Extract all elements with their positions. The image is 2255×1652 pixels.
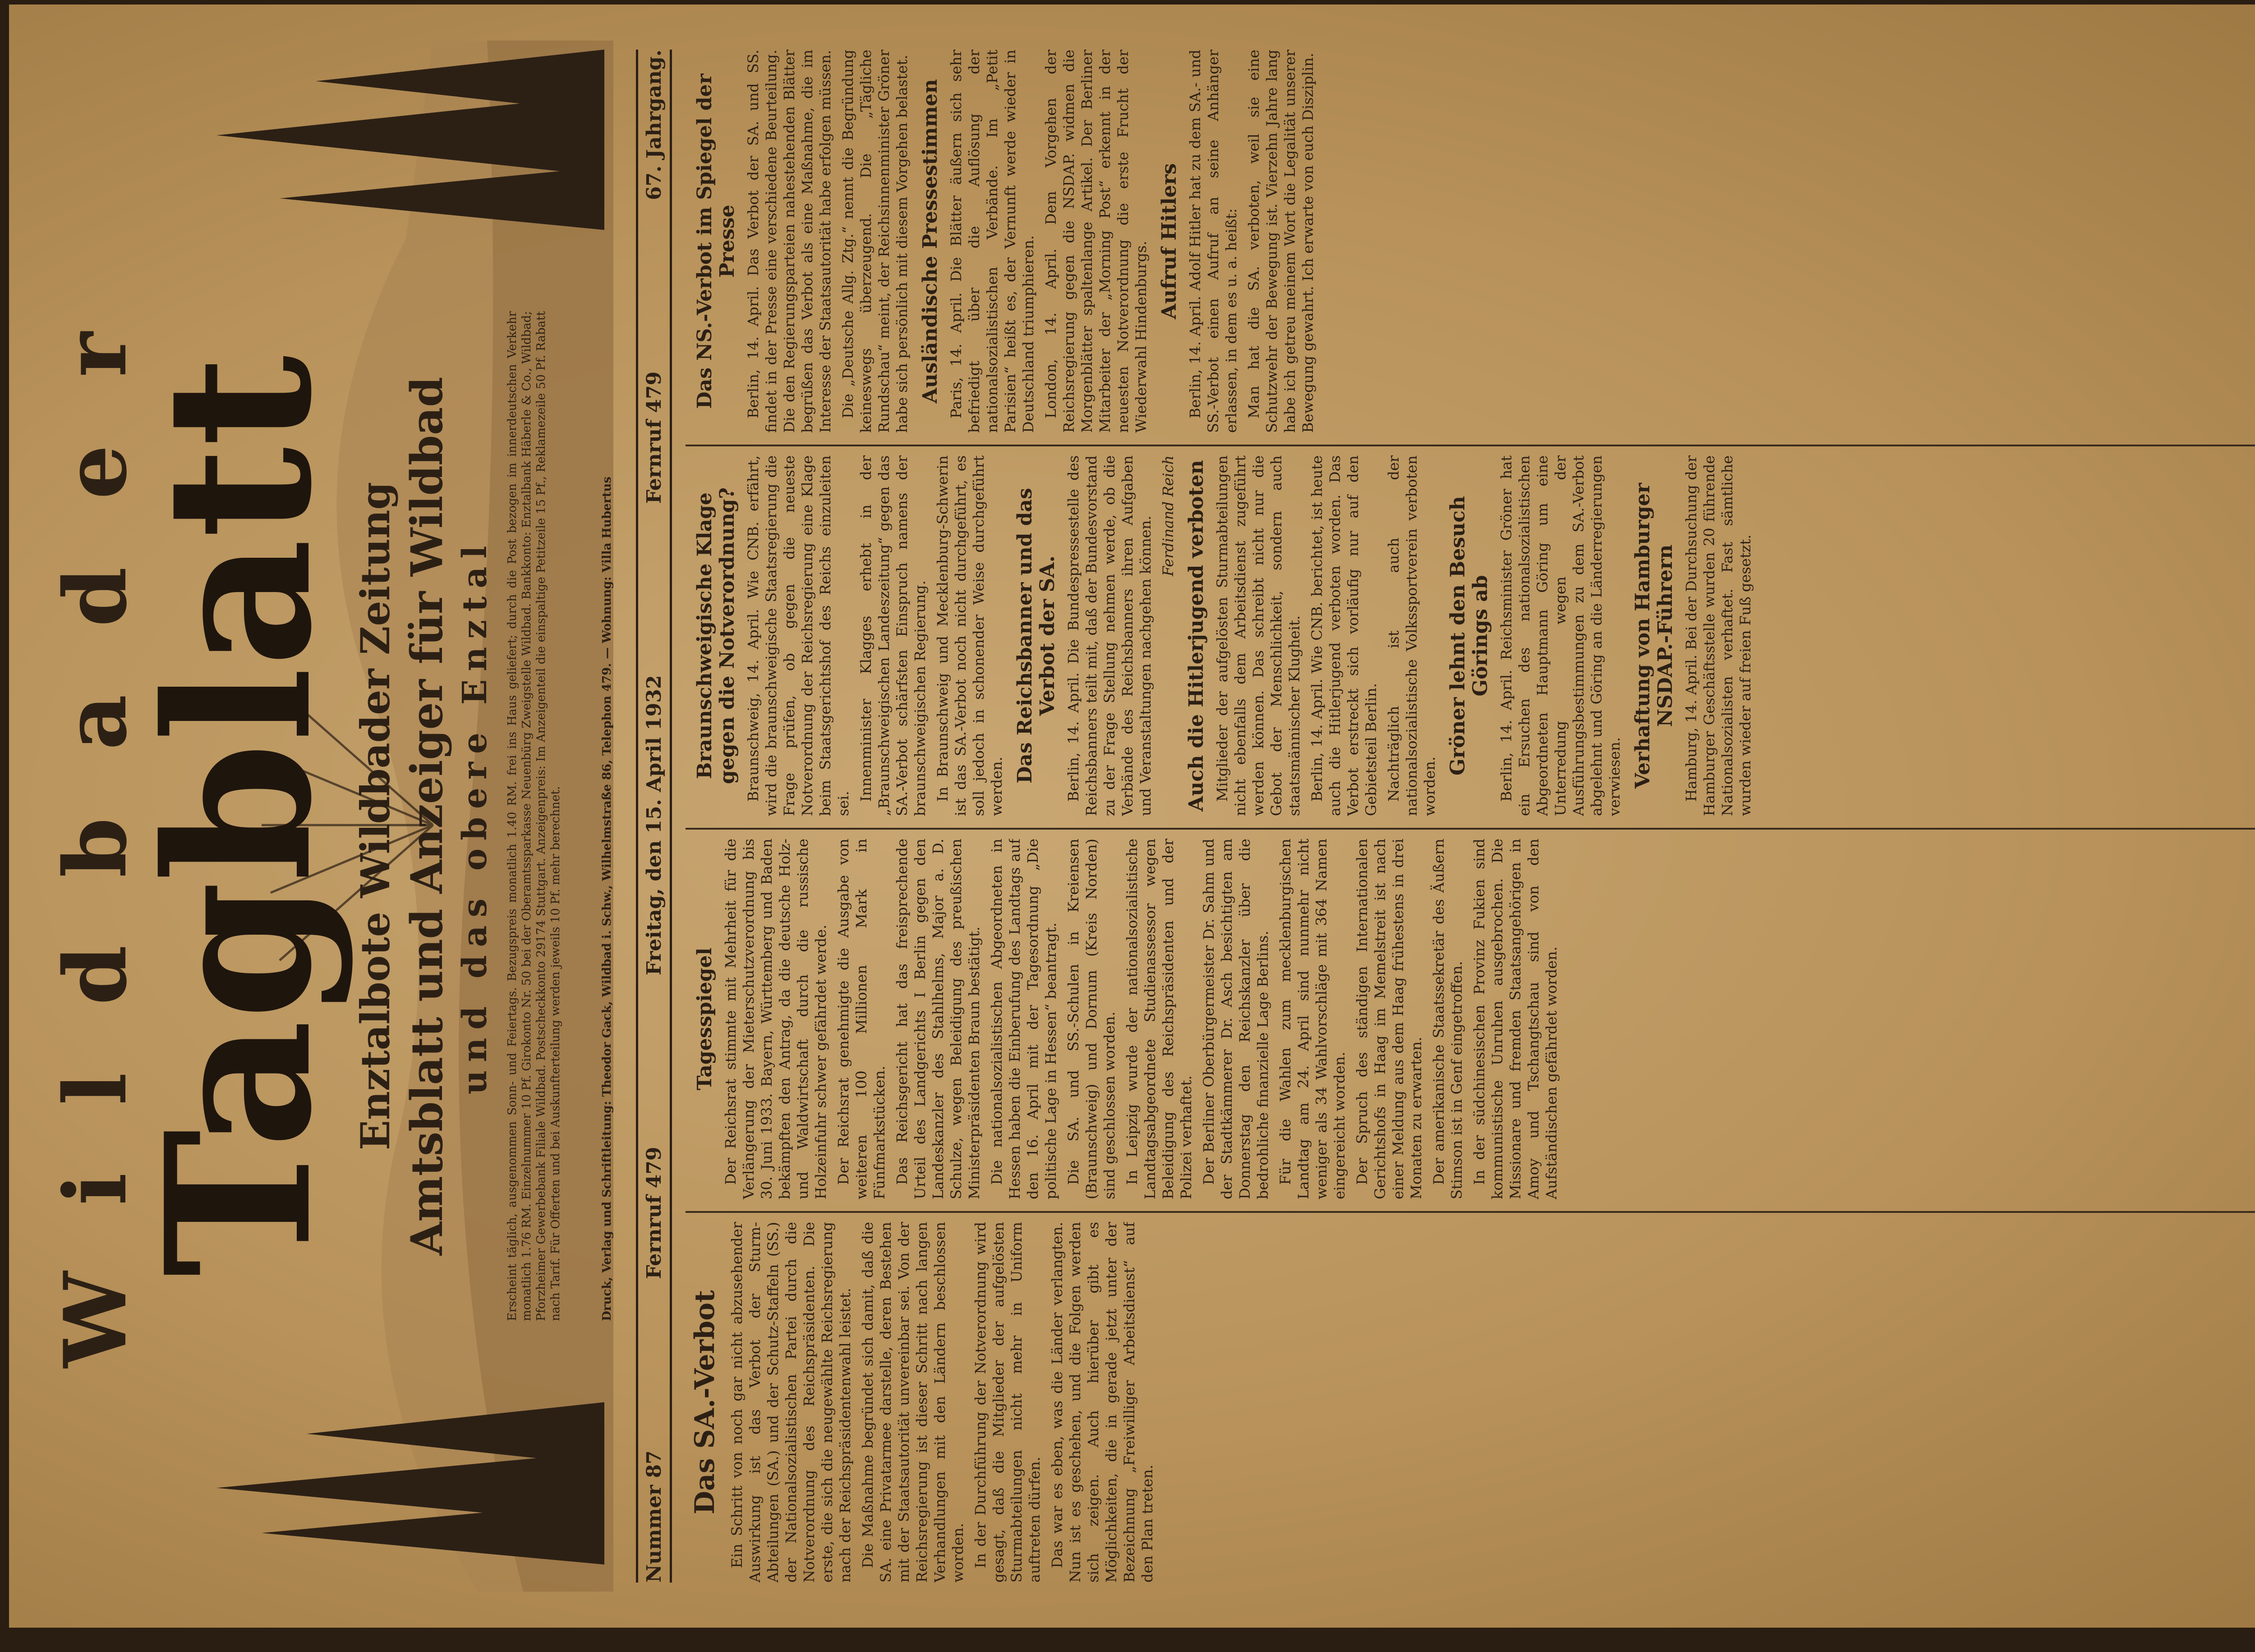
headline-presse: Das NS.-Verbot im Spiegel der Presse <box>693 73 739 409</box>
paragraph: Der Berliner Oberbürgermeister Dr. Sahm und der Stadtkämmerer Dr. Asch besichtigten am Donnerstag den Reichskanzler über die bedrohliche finanzielle Lage Berlins. <box>1200 839 1271 1199</box>
headline-reichsbanner: Das Reichsbanner und das Verbot der SA. <box>1013 488 1059 784</box>
headline-aufruf: Aufruf Hitlers <box>1158 163 1181 319</box>
headline-tagesspiegel: Tagesspiegel <box>693 947 716 1091</box>
paragraph: Berlin, 14. April. Adolf Hitler hat zu dem SA.- und SS.-Verbot einen Aufruf an seine Anhänger erlassen, in dem es u. a. heißt: <box>1187 50 1240 433</box>
column-rule <box>686 445 2255 446</box>
paragraph: Das war es eben, was die Länder verlangten. Nun ist es geschehen, und die Folgen werden sich zeigen. Auch hierüber gibt es Möglichkeiten, die in gerade jetzt unter der Bezeichnung „Freiwilliger Arbeitsdienst“ auf den Plan treten. <box>1049 1222 1156 1583</box>
paragraph: Braunschweig, 14. April. Wie CNB. erfährt, wird die braunschweigische Staatsregierung die Frage prüfen, ob gegen die neueste Notverordnung der Reichsregierung eine Klage beim Staatsgerichtshof des Reichs einzuleiten sei. <box>745 455 852 816</box>
paragraph: Die „Deutsche Allg. Ztg.“ nennt die Begründung keineswegs überzeugend. Die „Tägliche Rundschau“ meint, der Reichsinnenminister Gröner habe sich persönlich mit diesem Vorgehen belastet. <box>839 50 911 433</box>
paragraph: Mitglieder der aufgelösten Sturmabteilungen nicht ebenfalls dem Arbeitsdienst zugeführt werden können. Das schreibt nicht nur die Gebot der Menschlichkeit, sondern auch staatsmännischer Klugheit. <box>1214 455 1303 816</box>
column-3 <box>686 455 2255 816</box>
masthead-info: Erscheint täglich, ausgenommen Sonn- und Feiertags. Bezugspreis monatlich 1.40 RM. frei ins Haus geliefert; durch die Post bezogen im innerdeutschen Verkehr monatlich 1.76 RM. Einzelnummer 10 Pf. Girokonto Nr. 50 bei der Oberamtssparkasse Neuenbürg Zweigstelle Wildbad. Bankkonto: Enztalbank Häberle & Co., Wildbad; Pforzheimer Gewerbebank Filiale Wildbad. Postscheckkonto 29174 Stuttgart. Anzeigenpreis: Im Anzeigenteil die einspaltige Petitzeile 15 Pf., Reklamezeile 50 Pf. Rabatt nach Tarif. Für Offerten und bei Auskunfterteilung werden jeweils 10 Pf. mehr berechnet. <box>506 311 562 1321</box>
masthead <box>27 41 613 1592</box>
newspaper-page <box>9 5 2255 1628</box>
masthead-print-line: Druck, Verlag und Schriftleitung: Theodor Gack, Wildbad i. Schw., Wilhelmstraße 86, Telephon 479. — Wohnung: Villa Hubertus <box>600 477 614 1321</box>
paragraph: Das Reichsgericht hat das freisprechende Urteil des Landgerichts I Berlin gegen den Landeskanzler des Stahlhelms, Major a. D. Schulze, wegen Beleidigung des preußischen Ministerpräsidenten Braun bestätigt. <box>893 839 983 1199</box>
paragraph: Hamburg, 14. April. Bei der Durchsuchung der Hamburger Geschäftsstelle wurden 20 führende Nationalsozialisten verhaftet. Fast sämtliche wurden wieder auf freien Fuß gesetzt. <box>1683 455 1754 816</box>
paragraph: Man hat die SA. verboten, weil sie eine Schutzwehr der Bewegung ist. Vierzehn Jahre lang habe ich getreu meinem Wort die Legalität unserer Bewegung gewahrt. Ich erwarte von euch Disziplin. <box>1245 50 1316 433</box>
column-rule <box>686 828 2255 830</box>
paragraph: Berlin, 14. April. Das Verbot der SA. und SS. findet in der Presse eine verschiedene Beurteilung. Die den Regierungsparteien nahestehenden Blätter begrüßen das Verbot als eine Maßnahme, die im Interesse der Staatsautorität habe erfolgen müssen. <box>745 50 834 433</box>
paragraph: Ein Schritt von noch gar nicht abzusehender Auswirkung ist das Verbot der Sturm-Abteilungen (SA.) und der Schutz-Staffeln (SS.) der Nationalsozialistischen Partei durch die Notverordnung des Reichspräsidenten. Die erste, die sich die neugewählte Reichsregierung nach der Reichspräsidentenwahl leistet. <box>728 1222 854 1583</box>
paragraph: Berlin, 14. April. Reichsminister Gröner hat ein Ersuchen des nationalsozialistischen Abgeordneten Hauptmann Göring um eine Unterredung wegen der Ausführungsbestimmungen zu dem SA.-Verbot abgelehnt und Göring an die Länderregierungen verwiesen. <box>1498 455 1623 816</box>
headline-sa-verbot: Das SA.-Verbot <box>689 1290 721 1514</box>
paragraph: Nachträglich ist auch der nationalsozialistische Volkssportverein verboten worden. <box>1385 455 1438 816</box>
headline-braunschweig: Braunschweigische Klage gegen die Notverordnung? <box>693 487 739 785</box>
issue-date: Freitag, den 15. April 1932 <box>642 675 666 976</box>
paragraph: In der südchinesischen Provinz Fukien sind kommunistische Unruhen ausgebrochen. Die Missionare und fremden Staatsangehörigen in Amoy und Tschangtschau sind von den Aufständischen gefährdet worden. <box>1471 839 1560 1199</box>
headline-hitlerjugend: Auch die Hitlerjugend verboten <box>1185 460 1208 812</box>
phone-right: Fernruf 479 <box>642 371 666 504</box>
headline-ausland: Ausländische Pressestimmen <box>919 79 942 404</box>
column-rule <box>686 1211 2255 1213</box>
column-1 <box>686 1222 2255 1583</box>
issue-number: Nummer 87 <box>642 1450 666 1583</box>
paragraph: In der Durchführung der Notverordnung wird gesagt, daß die Mitglieder der aufgelösten Sturmabteilungen nicht mehr in Uniform auftreten dürfen. <box>972 1222 1043 1583</box>
subtitle-1: Enztalbote Wildbader Zeitung <box>352 482 399 1151</box>
paragraph: In Leipzig wurde der nationalsozialistische Landtagsabgeordnete Studienassessor wegen Beleidigung des Reichspräsidenten und der Polizei verhaftet. <box>1123 839 1195 1199</box>
paragraph: In Braunschweig und Mecklenburg-Schwerin ist das SA.-Verbot noch nicht durchgeführt, es soll jedoch in schonender Weise durchgeführt werden. <box>934 455 1005 816</box>
paragraph: Der amerikanische Staatssekretär des Äußern Stimson ist in Genf eingetroffen. <box>1430 839 1465 1199</box>
paragraph: Innenminister Klagges erhebt in der „Braunschweigischen Landeszeitung“ gegen das SA.-Verbot schärfsten Einspruch namens der braunschweigischen Regierung. <box>857 455 929 816</box>
paragraph: Paris, 14. April. Die Blätter äußern sich sehr befriedigt über die Auflösung der nationalsozialistischen Verbände. Im „Petit Parisien“ heißt es, der Vernunft werde wieder in Deutschland triumphieren. <box>948 50 1037 433</box>
paragraph: Berlin, 14. April. Die Bundespressestelle des Reichsbanners teilt mit, daß der Bundesvorstand zu der Frage Stellung nehmen werde, ob die Verbände des Reichsbanners ihren Aufgaben und Veranstaltungen nachgehen können. <box>1065 455 1154 816</box>
byline: Ferdinand Reich <box>1160 455 1177 577</box>
headline-hamburg: Verhaftung von Hamburger NSDAP.-Führern <box>1631 483 1677 789</box>
title-top: Wildbader <box>45 264 146 1368</box>
paragraph: Berlin, 14. April. Wie CNB. berichtet, ist heute auch die Hitlerjugend verboten worden. Das Verbot erstreckt sich vorläufig nur auf den Gebietsteil Berlin. <box>1308 455 1380 816</box>
subtitle-2: Amtsblatt und Anzeiger für Wildbad <box>401 376 452 1256</box>
headline-groener: Gröner lehnt den Besuch Görings ab <box>1446 496 1492 776</box>
paragraph: Die SA. und SS.-Schulen in Kreiensen (Braunschweig) und Dornum (Kreis Norden) sind geschlossen worden. <box>1065 839 1118 1199</box>
paragraph: Die nationalsozialistischen Abgeordneten in Hessen haben die Einberufung des Landtags auf den 16. April mit der Tagesordnung „Die politische Lage in Hessen“ beantragt. <box>988 839 1059 1199</box>
paragraph: Der Spruch des ständigen Internationalen Gerichtshofs in Haag im Memelstreit ist nach einer Meldung aus dem Haag frühestens in drei Monaten zu erwarten. <box>1353 839 1425 1199</box>
phone-left: Fernruf 479 <box>642 1147 666 1279</box>
title-main: Tagblatt <box>122 355 355 1277</box>
dateline <box>636 50 672 1583</box>
rotated-page <box>9 5 2255 1628</box>
paragraph: Die Maßnahme begründet sich damit, daß die SA. eine Privatarmee darstelle, deren Bestehen mit der Staatsautorität unvereinbar sei. Von der Reichsregierung ist dieser Schritt nach langen Verhandlungen mit den Ländern beschlossen worden. <box>859 1222 966 1583</box>
column-2 <box>686 839 2255 1199</box>
subtitle-3: und das obere Enztal <box>456 537 494 1095</box>
paragraph: Der Reichsrat genehmigte die Ausgabe von weiteren 100 Millionen Mark in Fünfmarkstücken. <box>835 839 888 1199</box>
paragraph: London, 14. April. Dem Vorgehen der Reichsregierung gegen die NSDAP. widmen die Morgenblätter spaltenlange Artikel. Der Berliner Mitarbeiter der „Morning Post“ erkennt in der neuesten Notverordnung die erste Frucht der Wiederwahl Hindenburgs. <box>1042 50 1150 433</box>
paragraph: Der Reichsrat stimmte mit Mehrheit für die Verlängerung der Mieterschutzverordnung bis 30. Juni 1933. Bayern, Württemberg und Baden bekämpften den Antrag, da die deutsche Holz- und Waldwirtschaft durch die russische Holzeinfuhr schwer gefährdet werde. <box>722 839 829 1199</box>
paragraph: Für die Wahlen zum mecklenburgischen Landtag am 24. April sind nunmehr nicht weniger als 34 Wahlvorschläge mit 364 Namen eingereicht worden. <box>1277 839 1348 1199</box>
column-4 <box>686 50 2255 433</box>
volume: 67. Jahrgang. <box>642 50 666 200</box>
